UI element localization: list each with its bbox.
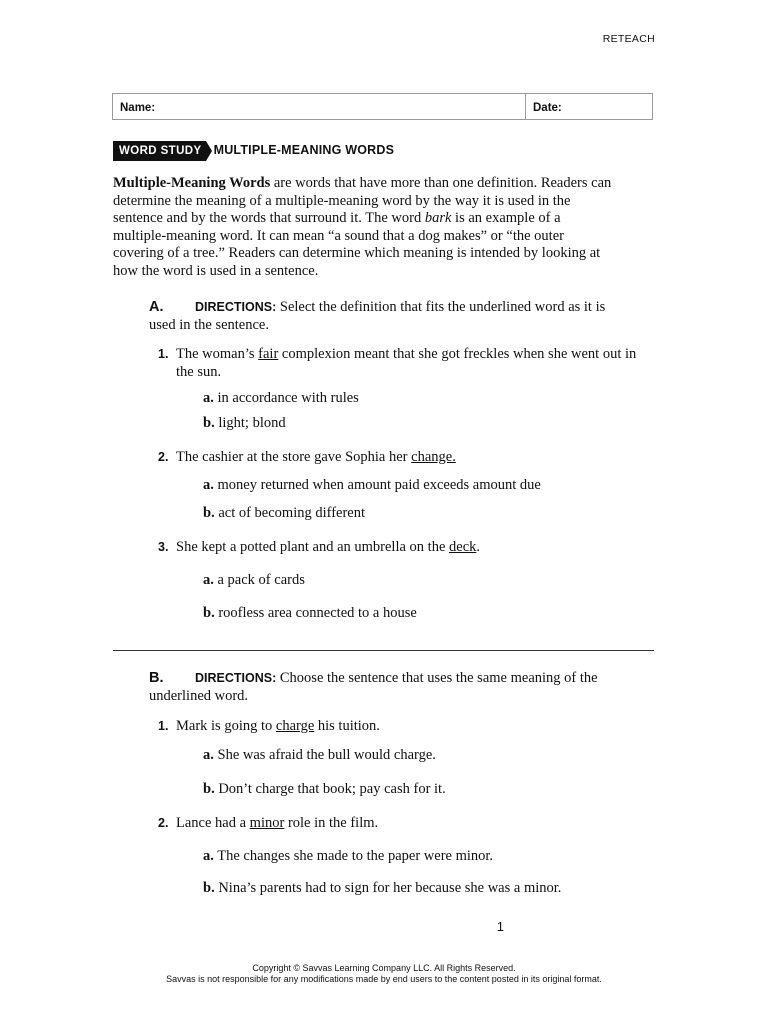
question-number: 2.	[158, 450, 169, 464]
option-a2-b[interactable]: b. act of becoming different	[203, 505, 366, 521]
underlined-word: fair	[258, 346, 279, 362]
disclaimer-line: Savvas is not responsible for any modifications made by end users to the content posted in its original format.	[166, 974, 602, 984]
tag-arrow-icon	[206, 141, 212, 161]
directions-text: Choose the sentence that uses the same meaning of the underlined word.	[149, 670, 598, 704]
question-number: 1.	[158, 347, 169, 361]
directions-text: Select the definition that fits the underlined word as it is used in the sentence.	[149, 299, 606, 333]
underlined-word: deck	[449, 539, 477, 555]
copyright-line: Copyright © Savvas Learning Company LLC. All Rights Reserved.	[252, 963, 516, 973]
question-text: Mark is going to charge his tuition.	[176, 718, 380, 734]
intro-paragraph	[113, 175, 613, 280]
name-date-box	[112, 93, 653, 120]
underlined-word: minor	[249, 815, 285, 831]
intro-example-word: bark	[424, 210, 452, 226]
option-a1-b[interactable]: b. light; blond	[203, 415, 286, 431]
question-b1	[158, 718, 658, 736]
question-text: The cashier at the store gave Sophia her change.	[176, 449, 456, 465]
option-b1-b[interactable]: b. Don’t charge that book; pay cash for it.	[203, 781, 446, 797]
reteach-label: RETEACH	[602, 33, 655, 45]
date-field[interactable]: Date:	[533, 102, 562, 114]
question-a1	[158, 346, 658, 381]
option-a2-a[interactable]: a. money returned when amount paid exceeds amount due	[203, 477, 541, 493]
option-a3-b[interactable]: b. roofless area connected to a house	[203, 605, 417, 621]
question-a3	[158, 539, 658, 557]
question-continuation: the sun.	[176, 363, 222, 380]
word-study-heading	[113, 141, 394, 161]
underlined-word: charge	[275, 718, 315, 734]
question-number: 2.	[158, 816, 169, 830]
page-number: 1	[496, 919, 504, 934]
option-b2-a[interactable]: a. The changes she made to the paper were minor.	[203, 848, 494, 864]
option-b2-b[interactable]: b. Nina’s parents had to sign for her because she was a minor.	[203, 880, 562, 896]
directions-label: DIRECTIONS:	[195, 300, 277, 314]
question-a2	[158, 449, 658, 467]
question-text: Lance had a minor role in the film.	[176, 815, 379, 831]
underlined-word: change.	[411, 449, 456, 465]
directions-label: DIRECTIONS:	[195, 671, 277, 685]
section-divider	[113, 650, 654, 651]
section-a-directions	[149, 299, 629, 334]
section-b-directions	[149, 670, 629, 705]
question-text: She kept a potted plant and an umbrella on the deck.	[176, 539, 481, 555]
option-a3-a[interactable]: a. a pack of cards	[203, 572, 305, 588]
name-field[interactable]: Name:	[113, 94, 526, 119]
question-b2	[158, 815, 658, 833]
section-b-letter: B.	[149, 670, 164, 686]
word-study-tag: WORD STUDY	[113, 141, 206, 161]
question-number: 1.	[158, 719, 169, 733]
section-a-letter: A.	[149, 299, 164, 315]
question-text: The woman’s fair complexion meant that she got freckles when she went out in	[176, 346, 637, 362]
intro-text-2: is an example of a multiple-meaning word. It can mean “a sound that a dog makes” or “the outer covering of a tree.” Readers can determine which meaning is intended by looking at how the word is used in a sentence.	[113, 210, 601, 279]
lesson-title: MULTIPLE-MEANING WORDS	[213, 143, 395, 158]
option-b1-a[interactable]: a. She was afraid the bull would charge.	[203, 747, 436, 763]
question-number: 3.	[158, 540, 169, 554]
intro-text-1: are words that have more than one definition. Readers can determine the meaning of a multiple-meaning word by the way it is used in the sentence and by the words that surround it. The word	[113, 175, 612, 226]
intro-term: Multiple-Meaning Words	[113, 175, 271, 191]
option-a1-a[interactable]: a. in accordance with rules	[203, 390, 359, 406]
